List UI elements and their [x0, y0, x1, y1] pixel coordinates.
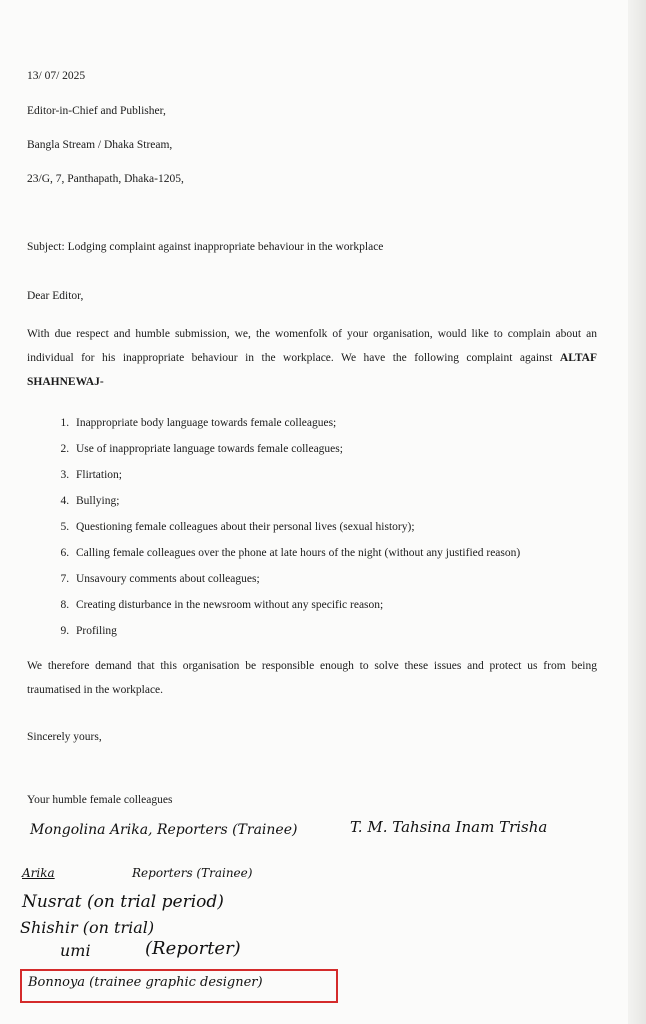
letter-date: 13/ 07/ 2025 — [27, 70, 86, 82]
signature-role-reporter: (Reporter) — [145, 938, 241, 959]
recipient-title: Editor-in-Chief and Publisher, — [27, 105, 166, 117]
recipient-organisation: Bangla Stream / Dhaka Stream, — [27, 139, 173, 151]
intro-paragraph — [27, 322, 597, 394]
recipient-address: 23/G, 7, Panthapath, Dhaka-1205, — [27, 173, 184, 185]
sign-off: Sincerely yours, — [27, 731, 102, 743]
complaint-item: 7. Unsavoury comments about colleagues; — [72, 570, 602, 588]
signature-mongolina: Mongolina Arika, Reporters (Trainee) — [30, 822, 298, 838]
intro-text: With due respect and humble submission, we, the womenfolk of your organisation, would like to complain about an individual for his inappropriate behaviour in the workplace. We have the following complaint against — [27, 328, 597, 364]
closing-paragraph: We therefore demand that this organisation be responsible enough to solve these issues and protect us from being traumatised in the workplace. — [27, 660, 597, 696]
complaint-item: 9. Profiling — [72, 622, 602, 640]
complaint-list — [50, 414, 602, 648]
signature-umi: umi — [60, 941, 91, 960]
page-edge-shadow — [628, 0, 646, 1024]
signature-role-reporter-trainee: Reporters (Trainee) — [132, 866, 253, 880]
complaint-item: 1. Inappropriate body language towards female colleagues; — [72, 414, 602, 432]
complaint-item: 5. Questioning female colleagues about their personal lives (sexual history); — [72, 518, 602, 536]
complaint-item: 8. Creating disturbance in the newsroom without any specific reason; — [72, 596, 602, 614]
accused-name: ALTAF SHAHNEWAJ- — [27, 352, 597, 388]
highlight-box — [20, 969, 338, 1003]
complaint-item: 3. Flirtation; — [72, 466, 602, 484]
salutation: Dear Editor, — [27, 290, 84, 302]
signature-trisha: T. M. Tahsina Inam Trisha — [350, 818, 548, 836]
subject-line: Subject: Lodging complaint against inappropriate behaviour in the workplace — [27, 241, 384, 253]
signature-arika: Arika — [22, 866, 55, 880]
complaint-item: 4. Bullying; — [72, 492, 602, 510]
signature-shishir: Shishir (on trial) — [20, 918, 155, 937]
signatory-line: Your humble female colleagues — [27, 794, 173, 806]
complaint-item: 6. Calling female colleagues over the phone at late hours of the night (without any justified reason) — [72, 544, 602, 562]
complaint-item: 2. Use of inappropriate language towards female colleagues; — [72, 440, 602, 458]
signature-bonnoya: Bonnoya (trainee graphic designer) — [28, 975, 263, 990]
signature-nusrat: Nusrat (on trial period) — [22, 892, 224, 912]
